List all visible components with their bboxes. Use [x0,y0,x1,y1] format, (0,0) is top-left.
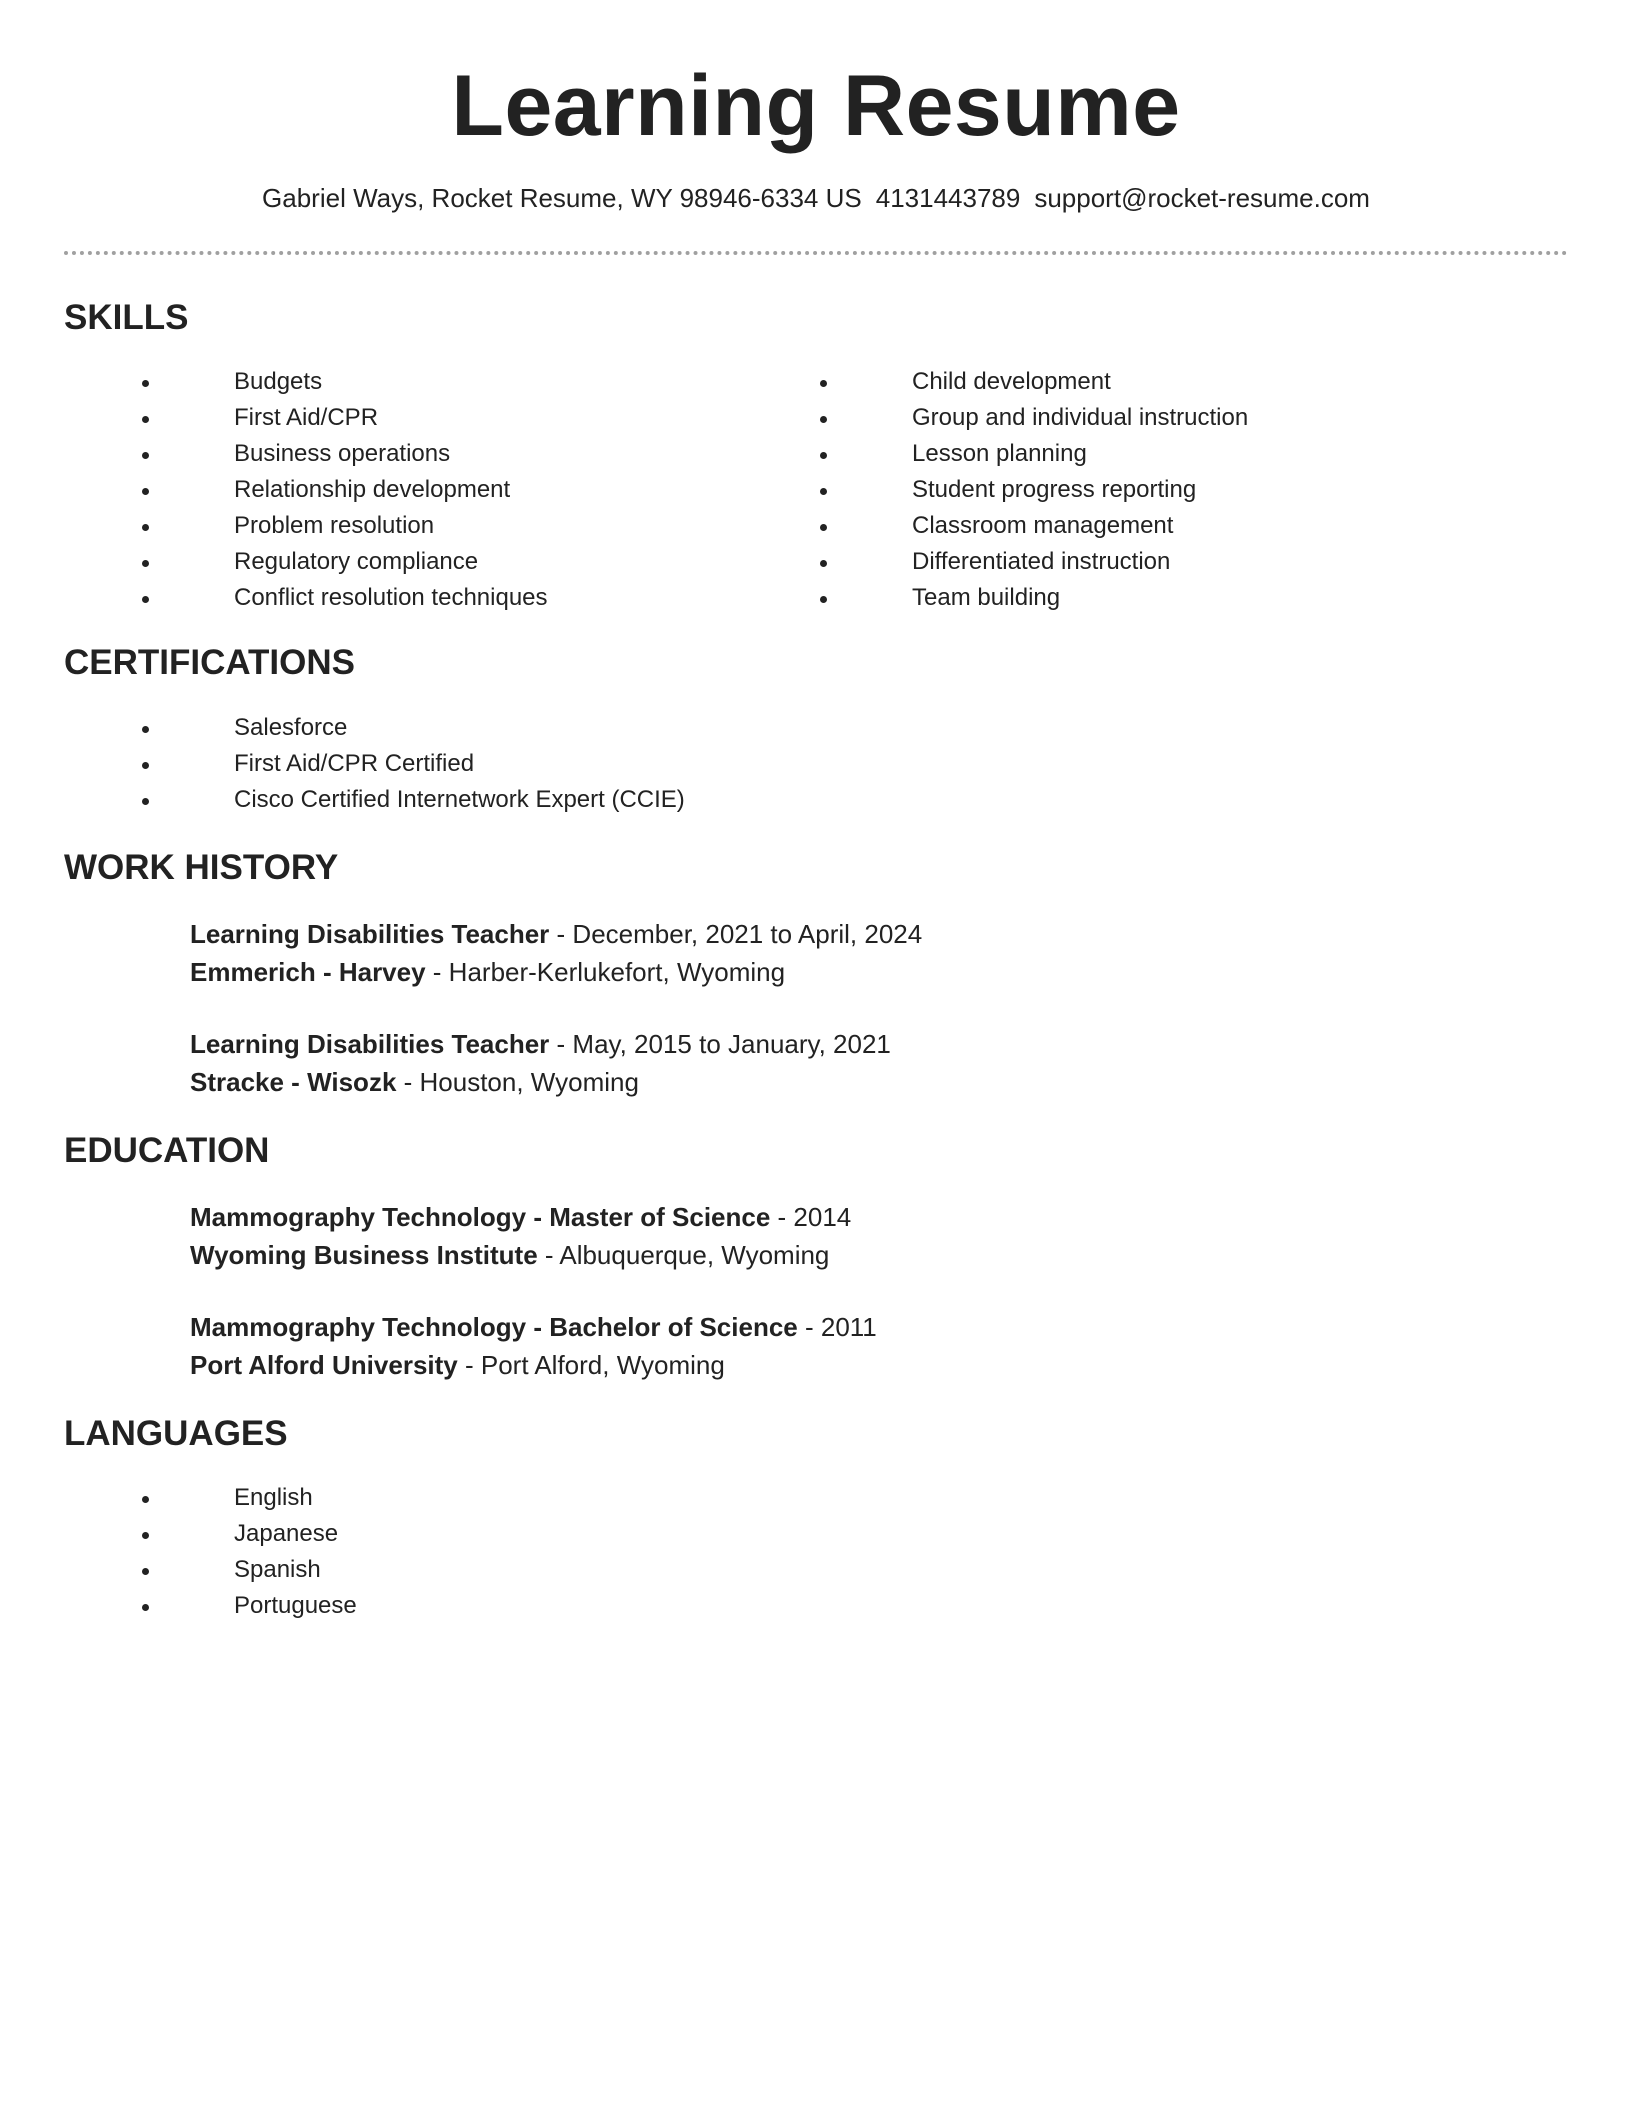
skills-list-right [678,364,1248,616]
list-item: Differentiated instruction [678,544,1248,580]
list-item: First Aid/CPR [0,400,548,436]
work-entry-title-line [190,915,922,953]
school-location: - Albuquerque, Wyoming [537,1240,830,1270]
resume-title: Learning Resume [451,58,1181,154]
list-item: Classroom management [678,508,1248,544]
certifications-list [0,710,685,818]
education-entry-school-line [190,1346,877,1384]
list-item: Budgets [0,364,548,400]
list-item: Lesson planning [678,436,1248,472]
list-item: Group and individual instruction [678,400,1248,436]
job-title: Learning Disabilities Teacher [190,1029,550,1059]
skills-list-left [0,364,548,616]
employer-name: Stracke - Wisozk [190,1067,397,1097]
education-heading: EDUCATION [64,1131,270,1170]
contact-phone: 4131443789 [875,183,1021,213]
list-item: Portuguese [0,1588,357,1624]
education-entry-degree-line [190,1308,877,1346]
list-item: Salesforce [0,710,685,746]
contact-line [0,181,1632,215]
list-item: Japanese [0,1516,357,1552]
education-entry-degree-line [190,1198,851,1236]
certifications-heading: CERTIFICATIONS [64,643,356,682]
work-entry-employer-line [190,1063,891,1101]
degree-name: Mammography Technology - Master of Science [190,1202,771,1232]
list-item: Business operations [0,436,548,472]
degree-year: - 2011 [797,1312,877,1342]
job-title: Learning Disabilities Teacher [190,919,550,949]
school-name: Port Alford University [190,1350,458,1380]
list-item: Relationship development [0,472,548,508]
list-item: Conflict resolution techniques [0,580,548,616]
list-item: Spanish [0,1552,357,1588]
list-item: English [0,1480,357,1516]
degree-year: - 2014 [770,1202,852,1232]
work-entry-title-line [190,1025,891,1063]
education-entry [190,1198,851,1274]
list-item: Student progress reporting [678,472,1248,508]
list-item: Problem resolution [0,508,548,544]
contact-address: Gabriel Ways, Rocket Resume, WY 98946-6334 US [262,183,862,213]
contact-email: support@rocket-resume.com [1034,183,1370,213]
header-divider [64,251,1568,255]
school-location: - Port Alford, Wyoming [457,1350,725,1380]
list-item: Regulatory compliance [0,544,548,580]
job-dates: - May, 2015 to January, 2021 [549,1029,891,1059]
languages-list [0,1480,357,1624]
work-entry [190,1025,891,1101]
education-entry [190,1308,877,1384]
employer-name: Emmerich - Harvey [190,957,426,987]
employer-location: - Harber-Kerlukefort, Wyoming [425,957,786,987]
list-item: First Aid/CPR Certified [0,746,685,782]
education-entry-school-line [190,1236,851,1274]
skills-heading: SKILLS [64,298,189,337]
work-history-heading: WORK HISTORY [64,848,339,887]
list-item: Team building [678,580,1248,616]
list-item: Child development [678,364,1248,400]
work-entry-employer-line [190,953,922,991]
degree-name: Mammography Technology - Bachelor of Science [190,1312,798,1342]
languages-heading: LANGUAGES [64,1414,288,1453]
school-name: Wyoming Business Institute [190,1240,538,1270]
work-entry [190,915,922,991]
employer-location: - Houston, Wyoming [396,1067,639,1097]
job-dates: - December, 2021 to April, 2024 [549,919,923,949]
list-item: Cisco Certified Internetwork Expert (CCIE) [0,782,685,818]
